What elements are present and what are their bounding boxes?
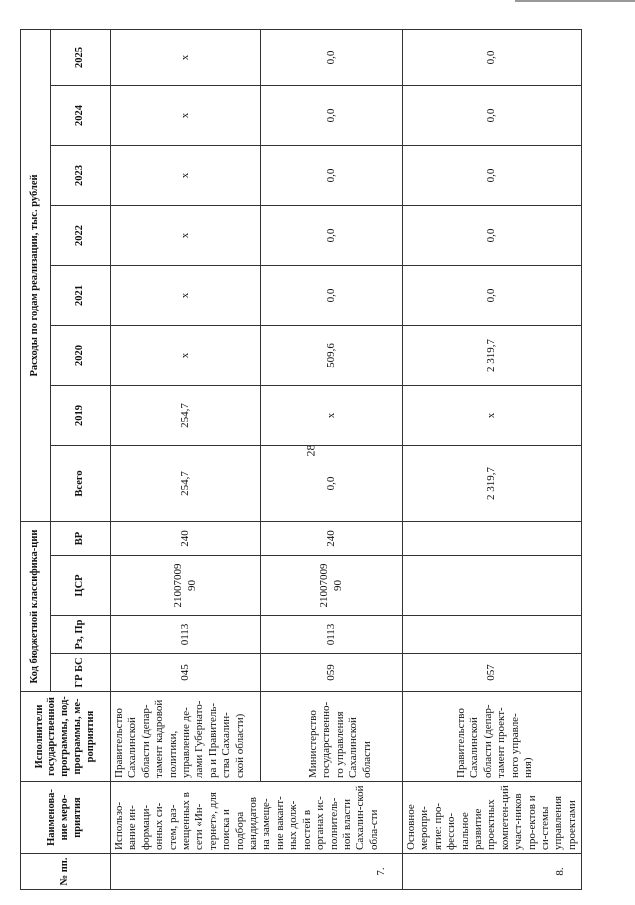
grbs-cell: 045 <box>111 654 261 692</box>
value-2023: х <box>111 145 261 205</box>
value-2019: х <box>261 385 403 445</box>
vr-cell: 240 <box>111 521 261 555</box>
page-number: 28 <box>303 444 318 457</box>
value-2024: х <box>111 85 261 145</box>
value-2023: 0,0 <box>261 145 403 205</box>
header-total: Всего <box>51 445 111 521</box>
value-2025: 0,0 <box>403 29 582 85</box>
header-expenses: Расходы по годам реализации, тыс. рублей <box>21 29 51 521</box>
value-2022: х <box>111 205 261 265</box>
value-2025: х <box>111 29 261 85</box>
total-cell: 0,0 <box>261 445 403 521</box>
csr-cell: 21007009 90 <box>111 556 261 616</box>
value-2024: 0,0 <box>403 85 582 145</box>
grbs-cell: 059 <box>261 654 403 692</box>
header-year-2020: 2020 <box>51 325 111 385</box>
header-name: Наименова-ние меро-приятия <box>21 782 111 854</box>
header-budget-code: Код бюджетной классифика-ции <box>21 521 51 691</box>
vr-cell <box>403 521 582 555</box>
header-year-2022: 2022 <box>51 205 111 265</box>
rzpr-cell: 0113 <box>261 616 403 654</box>
csr-cell <box>403 556 582 616</box>
value-2023: 0,0 <box>403 145 582 205</box>
header-year-2019: 2019 <box>51 385 111 445</box>
table-row <box>261 29 403 889</box>
value-2019: х <box>403 385 582 445</box>
value-2022: 0,0 <box>403 205 582 265</box>
header-rzpr: Рз, Пр <box>51 616 111 654</box>
executor-cell: Министерство государственно-го управления Сахалинской области <box>261 692 403 782</box>
value-2021: 0,0 <box>261 265 403 325</box>
value-2024: 0,0 <box>261 85 403 145</box>
value-2020: 2 319,7 <box>403 325 582 385</box>
row-name: Использо-вание ин-формаци-онных си-стем, раз-мещенных в сети «Ин-тернет», для поиска и подбора кандидатов на замеще-ние вакант-ных долж-ностей в органах ис-полнитель-ной власти Сахалин-ской обла-сти <box>111 782 403 854</box>
value-2025: 0,0 <box>261 29 403 85</box>
executor-cell: Правительство Сахалинской области (депар-тамент проект-ного управле-ния) <box>403 692 582 782</box>
rotated-page <box>20 30 610 890</box>
row-number: 8. <box>403 854 582 890</box>
value-2019: 254,7 <box>111 385 261 445</box>
value-2021: х <box>111 265 261 325</box>
rzpr-cell: 0113 <box>111 616 261 654</box>
csr-cell: 21007009 90 <box>261 556 403 616</box>
row-name: Основное меропри-ятие: про-фессио-нальное развитие проектных компетен-ций участ-ников про-ектов и си-стемы управления проектами <box>403 782 582 854</box>
value-2022: 0,0 <box>261 205 403 265</box>
grbs-cell: 057 <box>403 654 582 692</box>
executor-cell: Правительство Сахалинской области (депар-тамент кадровой политики, управление де-лами Губернато-ра и Правитель-ства Сахалин-ской области) <box>111 692 261 782</box>
table-row <box>403 29 582 889</box>
header-csr: ЦСР <box>51 556 111 616</box>
vr-cell: 240 <box>261 521 403 555</box>
header-year-2021: 2021 <box>51 265 111 325</box>
total-cell: 254,7 <box>111 445 261 521</box>
row-number: 7. <box>111 854 403 890</box>
header-grbs: ГР БС <box>51 654 111 692</box>
rzpr-cell <box>403 616 582 654</box>
top-edge-mark <box>515 0 635 2</box>
value-2021: 0,0 <box>403 265 582 325</box>
expenses-table <box>20 29 582 890</box>
total-cell: 2 319,7 <box>403 445 582 521</box>
header-year-2023: 2023 <box>51 145 111 205</box>
header-vr: ВР <box>51 521 111 555</box>
value-2020: х <box>111 325 261 385</box>
table-row <box>111 29 261 889</box>
header-year-2024: 2024 <box>51 85 111 145</box>
header-num: № пп. <box>21 854 111 890</box>
value-2020: 509,6 <box>261 325 403 385</box>
header-executor: Исполнители государственной программы, под-программы, ме-роприятия <box>21 692 111 782</box>
header-year-2025: 2025 <box>51 29 111 85</box>
